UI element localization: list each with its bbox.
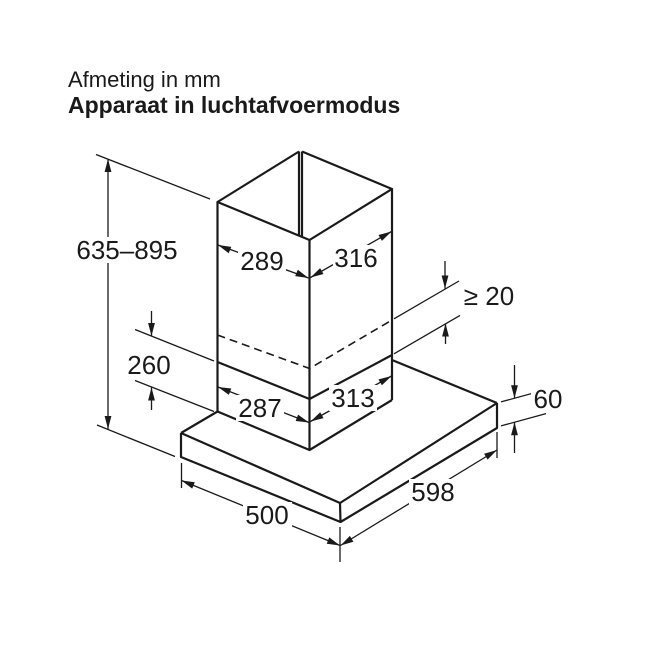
label-upper-duct-width: 289 bbox=[240, 246, 284, 276]
label-body-width: 500 bbox=[245, 500, 289, 530]
dimension-labels bbox=[76, 235, 562, 530]
label-min-overlap: ≥ 20 bbox=[463, 281, 515, 311]
page-title: Apparaat in luchtafvoermodus bbox=[68, 92, 401, 118]
label-total-height: 635–895 bbox=[76, 235, 178, 265]
label-lower-section-height: 260 bbox=[127, 350, 171, 380]
label-upper-duct-depth: 316 bbox=[334, 243, 378, 273]
label-lower-duct-depth: 313 bbox=[331, 383, 375, 413]
label-lower-duct-width: 287 bbox=[238, 393, 282, 423]
label-body-height: 60 bbox=[533, 384, 563, 414]
units-note: Afmeting in mm bbox=[68, 67, 221, 92]
label-body-depth: 598 bbox=[411, 477, 455, 507]
hidden-inner-duct-edge bbox=[218, 320, 393, 369]
